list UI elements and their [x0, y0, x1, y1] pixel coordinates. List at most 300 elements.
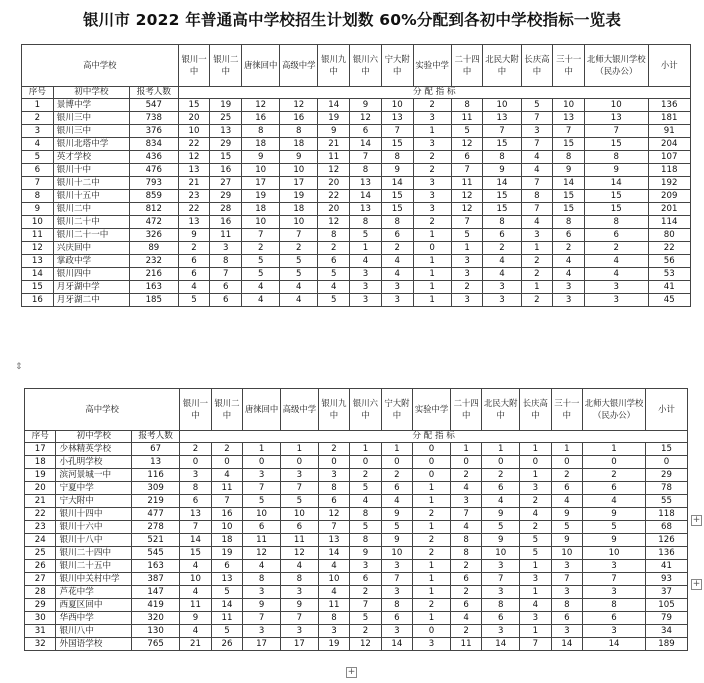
row-seq: 6: [22, 164, 54, 177]
row-quota-2: 28: [210, 203, 242, 216]
row-applicant-count: 419: [132, 599, 180, 612]
row-quota-6: 3: [350, 281, 382, 294]
header-school-7: 宁大附中: [381, 389, 412, 431]
row-quota-11: 1: [520, 586, 551, 599]
row-seq: 16: [22, 294, 54, 307]
row-quota-9: 4: [450, 482, 481, 495]
row-quota-11: 4: [520, 508, 551, 521]
row-quota-3: 1: [243, 443, 281, 456]
row-subtotal: 118: [648, 164, 690, 177]
row-quota-5: 14: [318, 547, 349, 560]
row-quota-5: 4: [318, 586, 349, 599]
row-seq: 28: [25, 586, 56, 599]
row-seq: 23: [25, 521, 56, 534]
row-subtotal: 29: [646, 469, 688, 482]
row-subtotal: 107: [648, 151, 690, 164]
row-quota-1: 2: [180, 443, 211, 456]
row-quota-5: 3: [318, 625, 349, 638]
row-quota-3: 18: [242, 203, 280, 216]
row-quota-11: 1: [520, 560, 551, 573]
row-seq: 21: [25, 495, 56, 508]
header-seq: 序号: [25, 431, 56, 443]
row-subtotal: 181: [648, 112, 690, 125]
row-subtotal: 192: [648, 177, 690, 190]
row-quota-3: 19: [242, 190, 280, 203]
row-applicant-count: 547: [129, 99, 178, 112]
row-quota-10: 14: [483, 177, 521, 190]
row-quota-2: 6: [210, 281, 242, 294]
row-quota-3: 12: [242, 99, 280, 112]
row-quota-3: 4: [242, 281, 280, 294]
header-school-12: 三十一中: [551, 389, 582, 431]
row-quota-9: 0: [450, 456, 481, 469]
row-quota-3: 8: [243, 573, 281, 586]
row-subtotal: 136: [646, 547, 688, 560]
row-quota-13: 13: [585, 112, 649, 125]
row-quota-5: 3: [318, 469, 349, 482]
row-quota-2: 16: [211, 508, 242, 521]
row-quota-13: 9: [583, 508, 646, 521]
table-row: [25, 469, 688, 482]
row-quota-9: 7: [450, 508, 481, 521]
row-quota-7: 9: [381, 164, 413, 177]
row-quota-12: 8: [551, 599, 582, 612]
row-applicant-count: 185: [129, 294, 178, 307]
row-quota-12: 9: [551, 534, 582, 547]
row-quota-9: 6: [450, 573, 481, 586]
row-quota-12: 3: [551, 586, 582, 599]
row-quota-12: 15: [553, 203, 585, 216]
row-quota-6: 8: [350, 508, 381, 521]
row-quota-2: 5: [211, 625, 242, 638]
row-quota-1: 10: [180, 573, 211, 586]
row-quota-7: 2: [381, 242, 413, 255]
row-quota-6: 7: [350, 151, 382, 164]
row-seq: 3: [22, 125, 54, 138]
row-quota-9: 1: [451, 242, 483, 255]
header-school-8: 实验中学: [413, 45, 451, 87]
row-quota-6: 8: [350, 216, 382, 229]
row-applicant-count: 738: [129, 112, 178, 125]
row-quota-10: 2: [483, 242, 521, 255]
row-quota-8: 3: [413, 638, 451, 651]
table-row: [25, 482, 688, 495]
row-applicant-count: 812: [129, 203, 178, 216]
row-quota-5: 8: [318, 229, 350, 242]
row-quota-4: 12: [280, 99, 318, 112]
row-quota-12: 14: [551, 638, 582, 651]
table-row: [25, 534, 688, 547]
row-seq: 18: [25, 456, 56, 469]
row-subtotal: 80: [648, 229, 690, 242]
row-quota-7: 8: [381, 216, 413, 229]
row-junior-school: 银川三中: [53, 112, 129, 125]
row-quota-7: 8: [381, 599, 412, 612]
row-quota-10: 3: [483, 294, 521, 307]
row-quota-7: 2: [381, 469, 412, 482]
row-quota-1: 21: [178, 177, 210, 190]
row-quota-6: 1: [350, 242, 382, 255]
row-quota-13: 2: [585, 242, 649, 255]
row-quota-9: 11: [451, 177, 483, 190]
row-applicant-count: 219: [132, 495, 180, 508]
row-quota-6: 2: [350, 625, 381, 638]
row-seq: 9: [22, 203, 54, 216]
row-quota-8: 1: [413, 125, 451, 138]
row-quota-5: 12: [318, 216, 350, 229]
row-quota-2: 16: [210, 164, 242, 177]
header-subtotal: 小计: [648, 45, 690, 87]
row-quota-1: 13: [178, 216, 210, 229]
row-junior-school: 兴庆回中: [53, 242, 129, 255]
row-applicant-count: 116: [132, 469, 180, 482]
row-quota-10: 7: [483, 125, 521, 138]
table-row: [25, 495, 688, 508]
row-quota-2: 8: [210, 255, 242, 268]
row-seq: 27: [25, 573, 56, 586]
row-quota-5: 6: [318, 255, 350, 268]
row-quota-7: 9: [381, 534, 412, 547]
row-seq: 4: [22, 138, 54, 151]
header-school-9: 二十四中: [450, 389, 481, 431]
row-seq: 8: [22, 190, 54, 203]
row-quota-12: 6: [551, 482, 582, 495]
row-quota-12: 6: [551, 612, 582, 625]
row-quota-1: 21: [180, 638, 211, 651]
header-school-2: 银川二中: [210, 45, 242, 87]
row-seq: 10: [22, 216, 54, 229]
row-quota-9: 7: [451, 216, 483, 229]
row-quota-1: 13: [178, 164, 210, 177]
row-subtotal: 55: [646, 495, 688, 508]
row-quota-13: 8: [585, 216, 649, 229]
row-quota-3: 7: [243, 482, 281, 495]
row-quota-7: 13: [381, 112, 413, 125]
header-junior-school: 初中学校: [56, 431, 132, 443]
table-row: [22, 242, 691, 255]
row-quota-3: 0: [243, 456, 281, 469]
row-quota-1: 22: [178, 138, 210, 151]
row-quota-6: 14: [350, 138, 382, 151]
row-quota-12: 9: [551, 508, 582, 521]
row-quota-12: 2: [551, 469, 582, 482]
header-school-1: 银川一中: [180, 389, 211, 431]
row-applicant-count: 834: [129, 138, 178, 151]
row-quota-9: 12: [451, 138, 483, 151]
row-quota-2: 15: [210, 151, 242, 164]
row-quota-1: 9: [178, 229, 210, 242]
header-school-5: 银川九中: [318, 389, 349, 431]
row-quota-12: 3: [551, 560, 582, 573]
row-quota-3: 7: [242, 229, 280, 242]
row-quota-3: 3: [243, 469, 281, 482]
row-quota-2: 3: [210, 242, 242, 255]
row-quota-13: 6: [583, 482, 646, 495]
allocation-table-2: [24, 388, 688, 651]
row-quota-6: 4: [350, 255, 382, 268]
row-quota-4: 4: [280, 294, 318, 307]
row-quota-12: 3: [551, 625, 582, 638]
row-quota-5: 19: [318, 638, 349, 651]
table-row: [25, 586, 688, 599]
header-corner-label: 高中学校: [25, 389, 180, 431]
row-quota-3: 9: [242, 151, 280, 164]
row-quota-13: 4: [585, 255, 649, 268]
row-junior-school: 宁大附中: [56, 495, 132, 508]
row-quota-9: 11: [450, 638, 481, 651]
row-quota-8: 2: [413, 99, 451, 112]
row-quota-13: 10: [585, 99, 649, 112]
row-quota-5: 4: [318, 281, 350, 294]
row-applicant-count: 232: [129, 255, 178, 268]
row-quota-5: 7: [318, 521, 349, 534]
row-subtotal: 53: [648, 268, 690, 281]
row-junior-school: 银川中关村中学: [56, 573, 132, 586]
row-quota-10: 3: [482, 586, 520, 599]
row-applicant-count: 89: [129, 242, 178, 255]
header-seq: 序号: [22, 87, 54, 99]
row-subtotal: 136: [648, 99, 690, 112]
row-quota-2: 25: [210, 112, 242, 125]
row-junior-school: 银川十二中: [53, 177, 129, 190]
row-quota-13: 10: [583, 547, 646, 560]
header-school-11: 长庆高中: [521, 45, 553, 87]
row-subtotal: 91: [648, 125, 690, 138]
row-junior-school: 华西中学: [56, 612, 132, 625]
add-column-handle-2[interactable]: +: [692, 579, 701, 589]
row-quota-10: 2: [482, 469, 520, 482]
table-row: [22, 281, 691, 294]
row-quota-6: 2: [350, 469, 381, 482]
row-quota-5: 13: [318, 534, 349, 547]
row-quota-10: 10: [482, 547, 520, 560]
row-quota-5: 19: [318, 112, 350, 125]
row-quota-7: 14: [381, 177, 413, 190]
row-quota-8: 2: [413, 164, 451, 177]
row-applicant-count: 163: [129, 281, 178, 294]
row-quota-12: 10: [551, 547, 582, 560]
row-quota-11: 4: [521, 164, 553, 177]
row-quota-8: 3: [413, 138, 451, 151]
row-quota-11: 0: [520, 456, 551, 469]
row-quota-13: 4: [583, 495, 646, 508]
header-school-7: 宁大附中: [381, 45, 413, 87]
row-quota-7: 6: [381, 482, 412, 495]
row-quota-3: 10: [242, 216, 280, 229]
row-quota-6: 9: [350, 547, 381, 560]
row-quota-11: 2: [521, 255, 553, 268]
row-quota-8: 1: [413, 521, 451, 534]
row-quota-1: 12: [178, 151, 210, 164]
row-quota-3: 5: [243, 495, 281, 508]
table-row: [25, 599, 688, 612]
row-quota-9: 3: [451, 268, 483, 281]
row-quota-7: 15: [381, 138, 413, 151]
row-applicant-count: 387: [132, 573, 180, 586]
row-quota-10: 3: [482, 625, 520, 638]
row-subtotal: 78: [646, 482, 688, 495]
header-school-13: 北师大银川学校（民办公）: [585, 45, 649, 87]
row-quota-6: 5: [350, 612, 381, 625]
row-quota-7: 7: [381, 573, 412, 586]
row-subtotal: 201: [648, 203, 690, 216]
page-title: 银川市 2022 年普通高中学校招生计划数 60%分配到各初中学校指标一览表: [82, 11, 622, 29]
row-quota-9: 8: [450, 534, 481, 547]
row-quota-5: 0: [318, 456, 349, 469]
row-quota-1: 9: [180, 612, 211, 625]
row-quota-5: 2: [318, 443, 349, 456]
row-junior-school: 银川十四中: [56, 508, 132, 521]
row-quota-5: 5: [318, 268, 350, 281]
row-quota-13: 7: [583, 573, 646, 586]
add-row-handle[interactable]: +: [347, 667, 356, 677]
row-quota-8: 3: [413, 177, 451, 190]
row-quota-8: 1: [413, 281, 451, 294]
row-subtotal: 37: [646, 586, 688, 599]
row-quota-7: 4: [381, 495, 412, 508]
row-quota-12: 8: [553, 216, 585, 229]
row-quota-7: 15: [381, 190, 413, 203]
row-junior-school: 银川十五中: [53, 190, 129, 203]
row-quota-6: 9: [350, 99, 382, 112]
row-quota-11: 7: [520, 638, 551, 651]
row-quota-4: 10: [280, 508, 318, 521]
row-applicant-count: 521: [132, 534, 180, 547]
row-quota-1: 23: [178, 190, 210, 203]
row-quota-5: 9: [318, 125, 350, 138]
row-quota-5: 11: [318, 599, 349, 612]
row-quota-7: 8: [381, 151, 413, 164]
row-quota-4: 3: [280, 586, 318, 599]
header-school-1: 银川一中: [178, 45, 210, 87]
row-quota-4: 18: [280, 138, 318, 151]
row-quota-4: 7: [280, 482, 318, 495]
table-row: [25, 521, 688, 534]
row-quota-5: 12: [318, 508, 349, 521]
header-subtotal: 小计: [646, 389, 688, 431]
row-quota-1: 6: [178, 255, 210, 268]
row-quota-7: 3: [381, 625, 412, 638]
row-subtotal: 118: [646, 508, 688, 521]
row-quota-2: 19: [211, 547, 242, 560]
row-quota-7: 3: [381, 281, 413, 294]
row-quota-12: 4: [553, 255, 585, 268]
row-quota-2: 11: [211, 482, 242, 495]
row-quota-2: 11: [211, 612, 242, 625]
row-quota-10: 15: [483, 203, 521, 216]
row-quota-9: 2: [450, 469, 481, 482]
row-quota-7: 4: [381, 268, 413, 281]
row-quota-4: 17: [280, 638, 318, 651]
row-quota-1: 6: [178, 268, 210, 281]
row-junior-school: 银川四中: [53, 268, 129, 281]
row-quota-5: 5: [318, 294, 350, 307]
row-quota-7: 10: [381, 547, 412, 560]
row-quota-11: 3: [521, 125, 553, 138]
row-quota-8: 2: [413, 216, 451, 229]
row-quota-13: 6: [583, 612, 646, 625]
row-subtotal: 45: [648, 294, 690, 307]
header-allocation: 分 配 指 标: [180, 431, 688, 443]
row-quota-2: 0: [211, 456, 242, 469]
row-junior-school: 银川二十五中: [56, 560, 132, 573]
row-quota-11: 2: [520, 495, 551, 508]
row-quota-5: 20: [318, 177, 350, 190]
row-junior-school: 银川十中: [53, 164, 129, 177]
row-quota-5: 2: [318, 242, 350, 255]
row-quota-4: 3: [280, 625, 318, 638]
row-quota-6: 6: [350, 573, 381, 586]
row-subtotal: 41: [648, 281, 690, 294]
row-quota-4: 3: [280, 469, 318, 482]
row-quota-4: 18: [280, 203, 318, 216]
row-quota-3: 17: [243, 638, 281, 651]
row-quota-4: 9: [280, 151, 318, 164]
row-quota-11: 3: [520, 482, 551, 495]
row-junior-school: 银川八中: [56, 625, 132, 638]
row-junior-school: 少林精英学校: [56, 443, 132, 456]
row-quota-8: 1: [413, 560, 451, 573]
row-quota-6: 5: [350, 521, 381, 534]
row-quota-8: 1: [413, 229, 451, 242]
row-quota-8: 0: [413, 456, 451, 469]
row-seq: 5: [22, 151, 54, 164]
row-quota-2: 29: [210, 138, 242, 151]
row-quota-12: 0: [551, 456, 582, 469]
table-move-handle[interactable]: ⇕: [15, 362, 23, 372]
row-quota-12: 2: [553, 242, 585, 255]
add-column-handle[interactable]: +: [692, 515, 701, 525]
row-quota-4: 0: [280, 456, 318, 469]
header-allocation: 分 配 指 标: [178, 87, 690, 99]
row-quota-9: 3: [451, 294, 483, 307]
row-seq: 26: [25, 560, 56, 573]
row-applicant-count: 216: [129, 268, 178, 281]
row-quota-7: 4: [381, 255, 413, 268]
row-quota-13: 14: [585, 177, 649, 190]
row-quota-9: 2: [451, 281, 483, 294]
row-quota-1: 5: [178, 294, 210, 307]
row-junior-school: 小孔明学校: [56, 456, 132, 469]
row-subtotal: 68: [646, 521, 688, 534]
row-quota-8: 2: [413, 599, 451, 612]
table-row: [25, 456, 688, 469]
header-school-4: 高级中学: [280, 45, 318, 87]
row-junior-school: 掌政中学: [53, 255, 129, 268]
row-quota-13: 1: [583, 443, 646, 456]
row-quota-3: 4: [242, 294, 280, 307]
row-seq: 32: [25, 638, 56, 651]
table-row: [22, 112, 691, 125]
row-quota-4: 12: [280, 547, 318, 560]
row-quota-5: 8: [318, 482, 349, 495]
row-quota-8: 2: [413, 151, 451, 164]
row-quota-13: 8: [583, 599, 646, 612]
row-quota-11: 2: [521, 294, 553, 307]
row-quota-8: 1: [413, 482, 451, 495]
row-quota-13: 3: [585, 281, 649, 294]
row-quota-8: 3: [413, 190, 451, 203]
table-row: [25, 625, 688, 638]
row-junior-school: 西夏区回中: [56, 599, 132, 612]
row-quota-13: 3: [585, 294, 649, 307]
row-junior-school: 银川二十中: [53, 216, 129, 229]
row-quota-3: 5: [242, 268, 280, 281]
table-row: [25, 443, 688, 456]
row-quota-13: 15: [585, 203, 649, 216]
row-quota-12: 7: [551, 573, 582, 586]
row-quota-2: 6: [211, 560, 242, 573]
